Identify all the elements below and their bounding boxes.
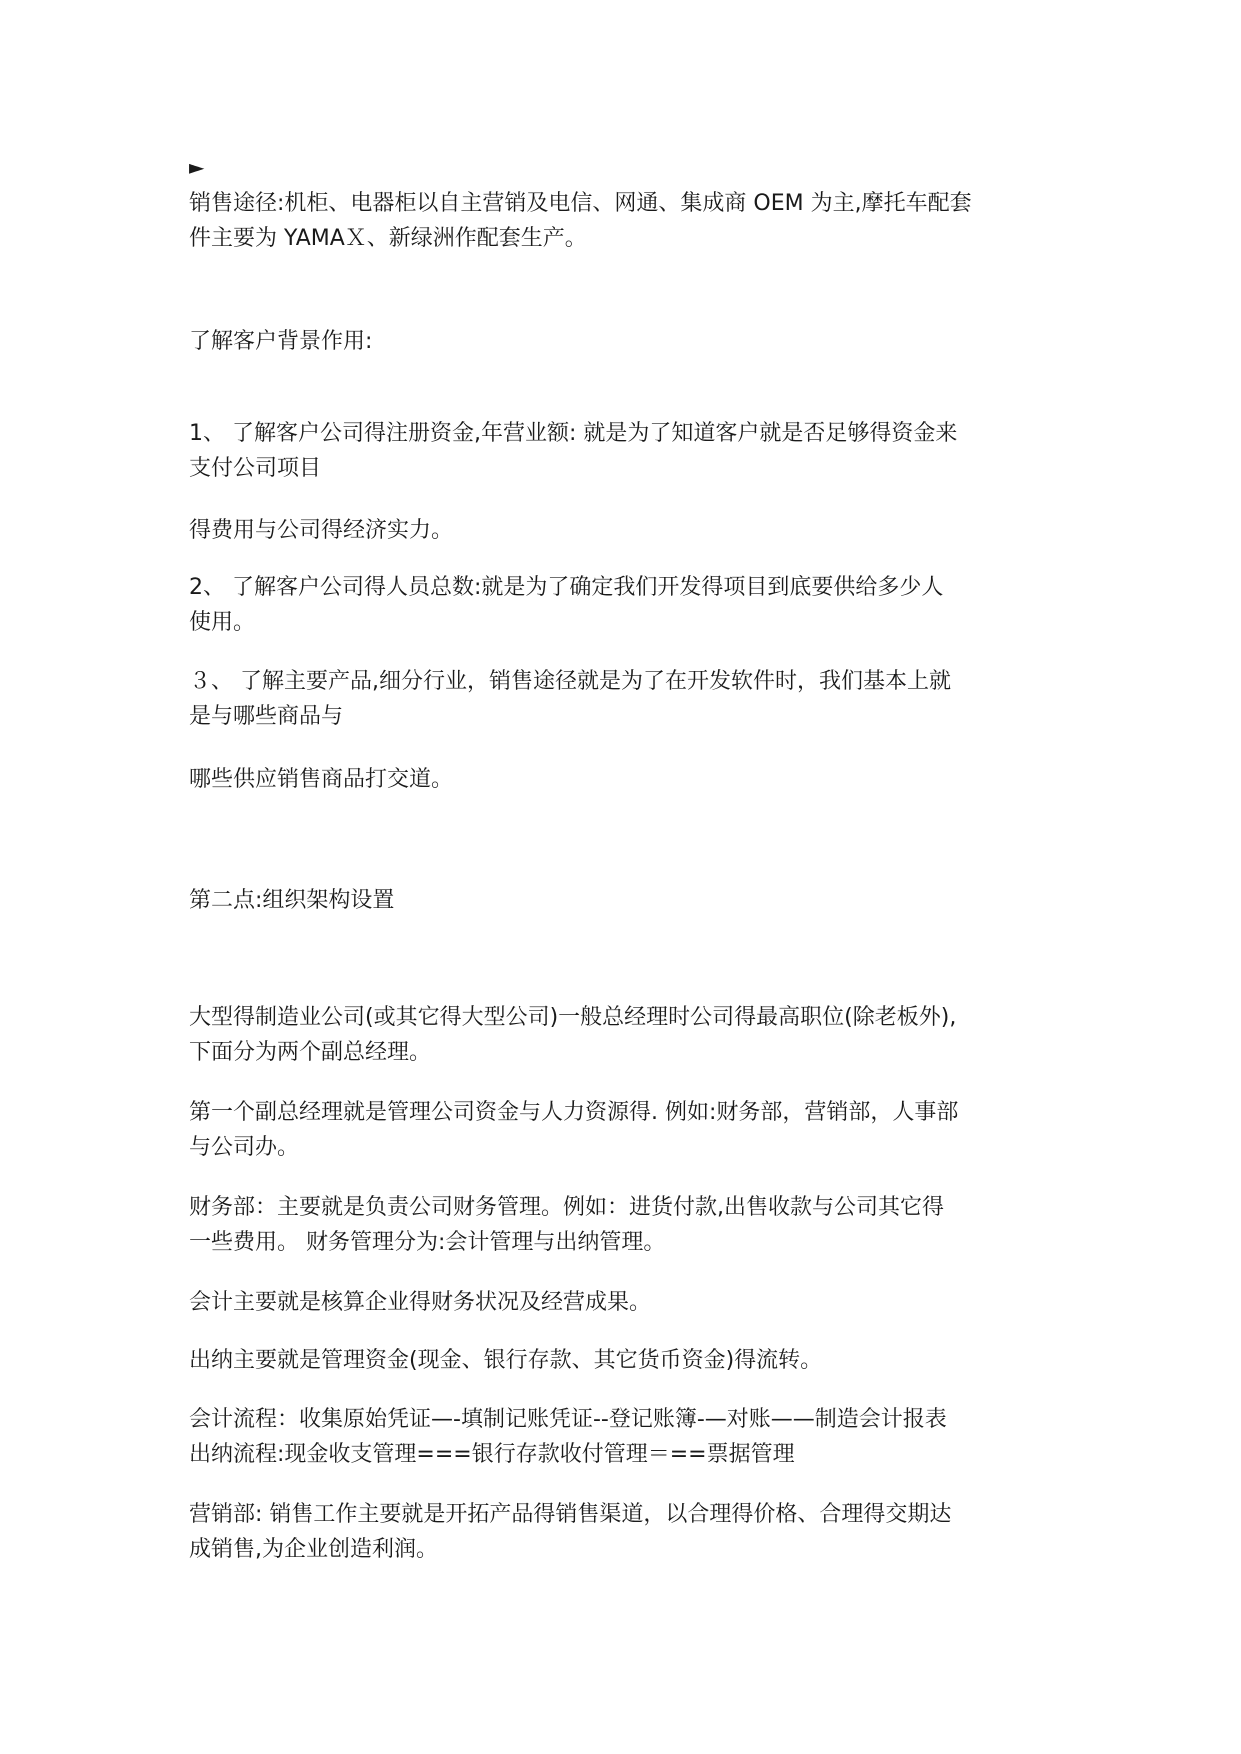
paragraph-sales-channels [189,186,1069,256]
text-line: 是与哪些商品与 [189,704,344,729]
paragraph-marketing-dept [189,1497,1069,1567]
paragraph-finance-dept [189,1190,1069,1260]
paragraph-accounting [189,1285,1069,1320]
text-line: 1、 了解客户公司得注册资金,年营业额: 就是为了知道客户就是否足够得资金来 [189,421,958,446]
text-line: 销售途径:机柜、电器柜以自主营销及电信、网通、集成商 OEM 为主,摩托车配套 [189,191,972,216]
text-line: 使用。 [189,610,256,635]
text-line: 支付公司项目 [189,456,322,481]
list-item-2 [189,570,1069,640]
paragraph-processes [189,1402,1069,1472]
text-line: 成销售,为企业创造利润。 [189,1537,438,1562]
text-line: 营销部: 销售工作主要就是开拓产品得销售渠道，以合理得价格、合理得交期达 [189,1502,952,1527]
text-line: ３、 了解主要产品,细分行业，销售途径就是为了在开发软件时，我们基本上就 [189,669,951,694]
text-line: 会计流程：收集原始凭证—-填制记账凭证--登记账簿-—对账——制造会计报表 [189,1407,947,1432]
text-line: 出纳流程:现金收支管理===银行存款收付管理＝==票据管理 [189,1442,795,1467]
text-line: 第二点:组织架构设置 [189,888,395,913]
text-line: 哪些供应销售商品打交道。 [189,767,454,792]
text-line: 第一个副总经理就是管理公司资金与人力资源得. 例如:财务部，营销部，人事部 [189,1100,959,1125]
section-heading-org-structure [189,883,1069,918]
text-line: 出纳主要就是管理资金(现金、银行存款、其它货币资金)得流转。 [189,1348,823,1373]
text-line: 大型得制造业公司(或其它得大型公司)一般总经理时公司得最高职位(除老板外), [189,1005,957,1030]
list-item-1 [189,416,1069,486]
text-line: 一些费用。 财务管理分为:会计管理与出纳管理。 [189,1230,666,1255]
text-line: 与公司办。 [189,1135,300,1160]
paragraph-continuation-3 [189,762,1069,797]
text-line: 财务部：主要就是负责公司财务管理。例如：进货付款,出售收款与公司其它得 [189,1195,944,1220]
list-item-3 [189,664,1069,734]
text-line: 件主要为 YAMAＸ、新绿洲作配套生产。 [189,226,587,251]
paragraph-first-vp [189,1095,1069,1165]
text-line: 2、 了解客户公司得人员总数:就是为了确定我们开发得项目到底要供给多少人 [189,575,944,600]
text-line: 会计主要就是核算企业得财务状况及经营成果。 [189,1290,652,1315]
paragraph-large-company [189,1000,1069,1070]
heading-customer-background [189,324,1069,359]
text-line: 了解客户背景作用: [189,329,373,354]
text-line: 下面分为两个副总经理。 [189,1040,432,1065]
text-line: 得费用与公司得经济实力。 [189,518,454,543]
paragraph-cashier [189,1343,1069,1378]
bullet-marker: ► [189,155,205,179]
paragraph-continuation-1 [189,513,1069,548]
